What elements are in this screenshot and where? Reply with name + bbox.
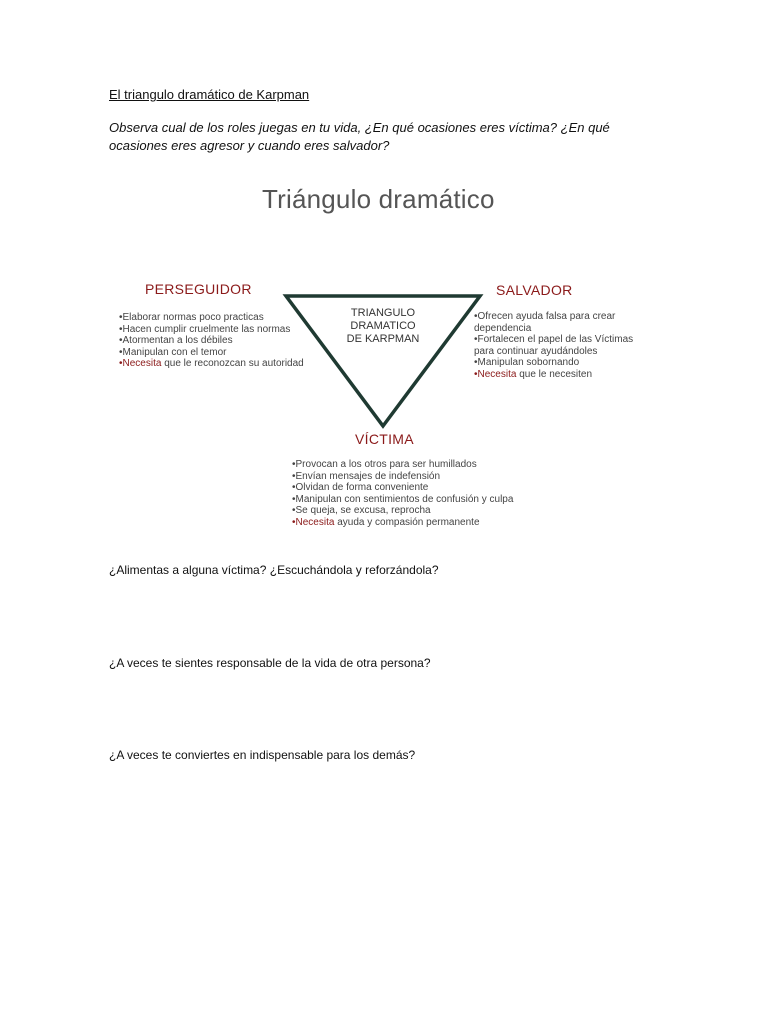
list-item: •Atormentan a los débiles — [119, 335, 233, 347]
list-item: •Envían mensajes de indefensión — [292, 470, 441, 482]
list-item: •Manipulan con el temor — [119, 346, 227, 358]
victima-list — [292, 459, 513, 529]
list-item: •Fortalecen el papel de las Víctimas — [474, 334, 634, 346]
salvador-heading: SALVADOR — [496, 282, 573, 298]
triangle-label — [330, 307, 436, 346]
intro-paragraph: Observa cual de los roles juegas en tu vida, ¿En qué ocasiones eres víctima? ¿En qué ocasiones eres agresor y cuando eres salvador? — [109, 120, 610, 153]
triangle-label-line: DE KARPMAN — [346, 333, 420, 345]
question-1: ¿Alimentas a alguna víctima? ¿Escuchándola y reforzándola? — [109, 563, 439, 577]
list-item: •Manipulan sobornando — [474, 357, 580, 369]
triangle-label-line: TRIANGULO — [350, 307, 416, 319]
list-item: dependencia — [474, 322, 532, 334]
triangle-label-line: DRAMATICO — [350, 320, 416, 332]
question-3: ¿A veces te conviertes en indispensable para los demás? — [109, 748, 416, 762]
list-item: •Necesita que le necesiten — [474, 368, 593, 380]
list-item: •Ofrecen ayuda falsa para crear — [474, 311, 616, 322]
list-item: •Se queja, se excusa, reprocha — [292, 505, 431, 517]
list-item: •Elaborar normas poco practicas — [119, 312, 264, 323]
victima-heading: VÍCTIMA — [355, 431, 414, 447]
perseguidor-list — [119, 312, 304, 370]
list-item: •Necesita que le reconozcan su autoridad — [119, 358, 304, 370]
list-item: •Hacen cumplir cruelmente las normas — [119, 323, 291, 335]
list-item: •Olvidan de forma conveniente — [292, 482, 429, 494]
list-item: •Provocan a los otros para ser humillados — [292, 459, 477, 470]
list-item: •Manipulan con sentimientos de confusión y culpa — [292, 493, 514, 505]
question-2: ¿A veces te sientes responsable de la vida de otra persona? — [109, 656, 431, 670]
salvador-list — [474, 311, 633, 381]
list-item: para continuar ayudándoles — [474, 345, 598, 357]
perseguidor-heading: PERSEGUIDOR — [145, 281, 252, 297]
figure-title: Triángulo dramático — [262, 184, 495, 214]
document-title: El triangulo dramático de Karpman — [109, 87, 310, 102]
list-item: •Necesita ayuda y compasión permanente — [292, 516, 480, 528]
